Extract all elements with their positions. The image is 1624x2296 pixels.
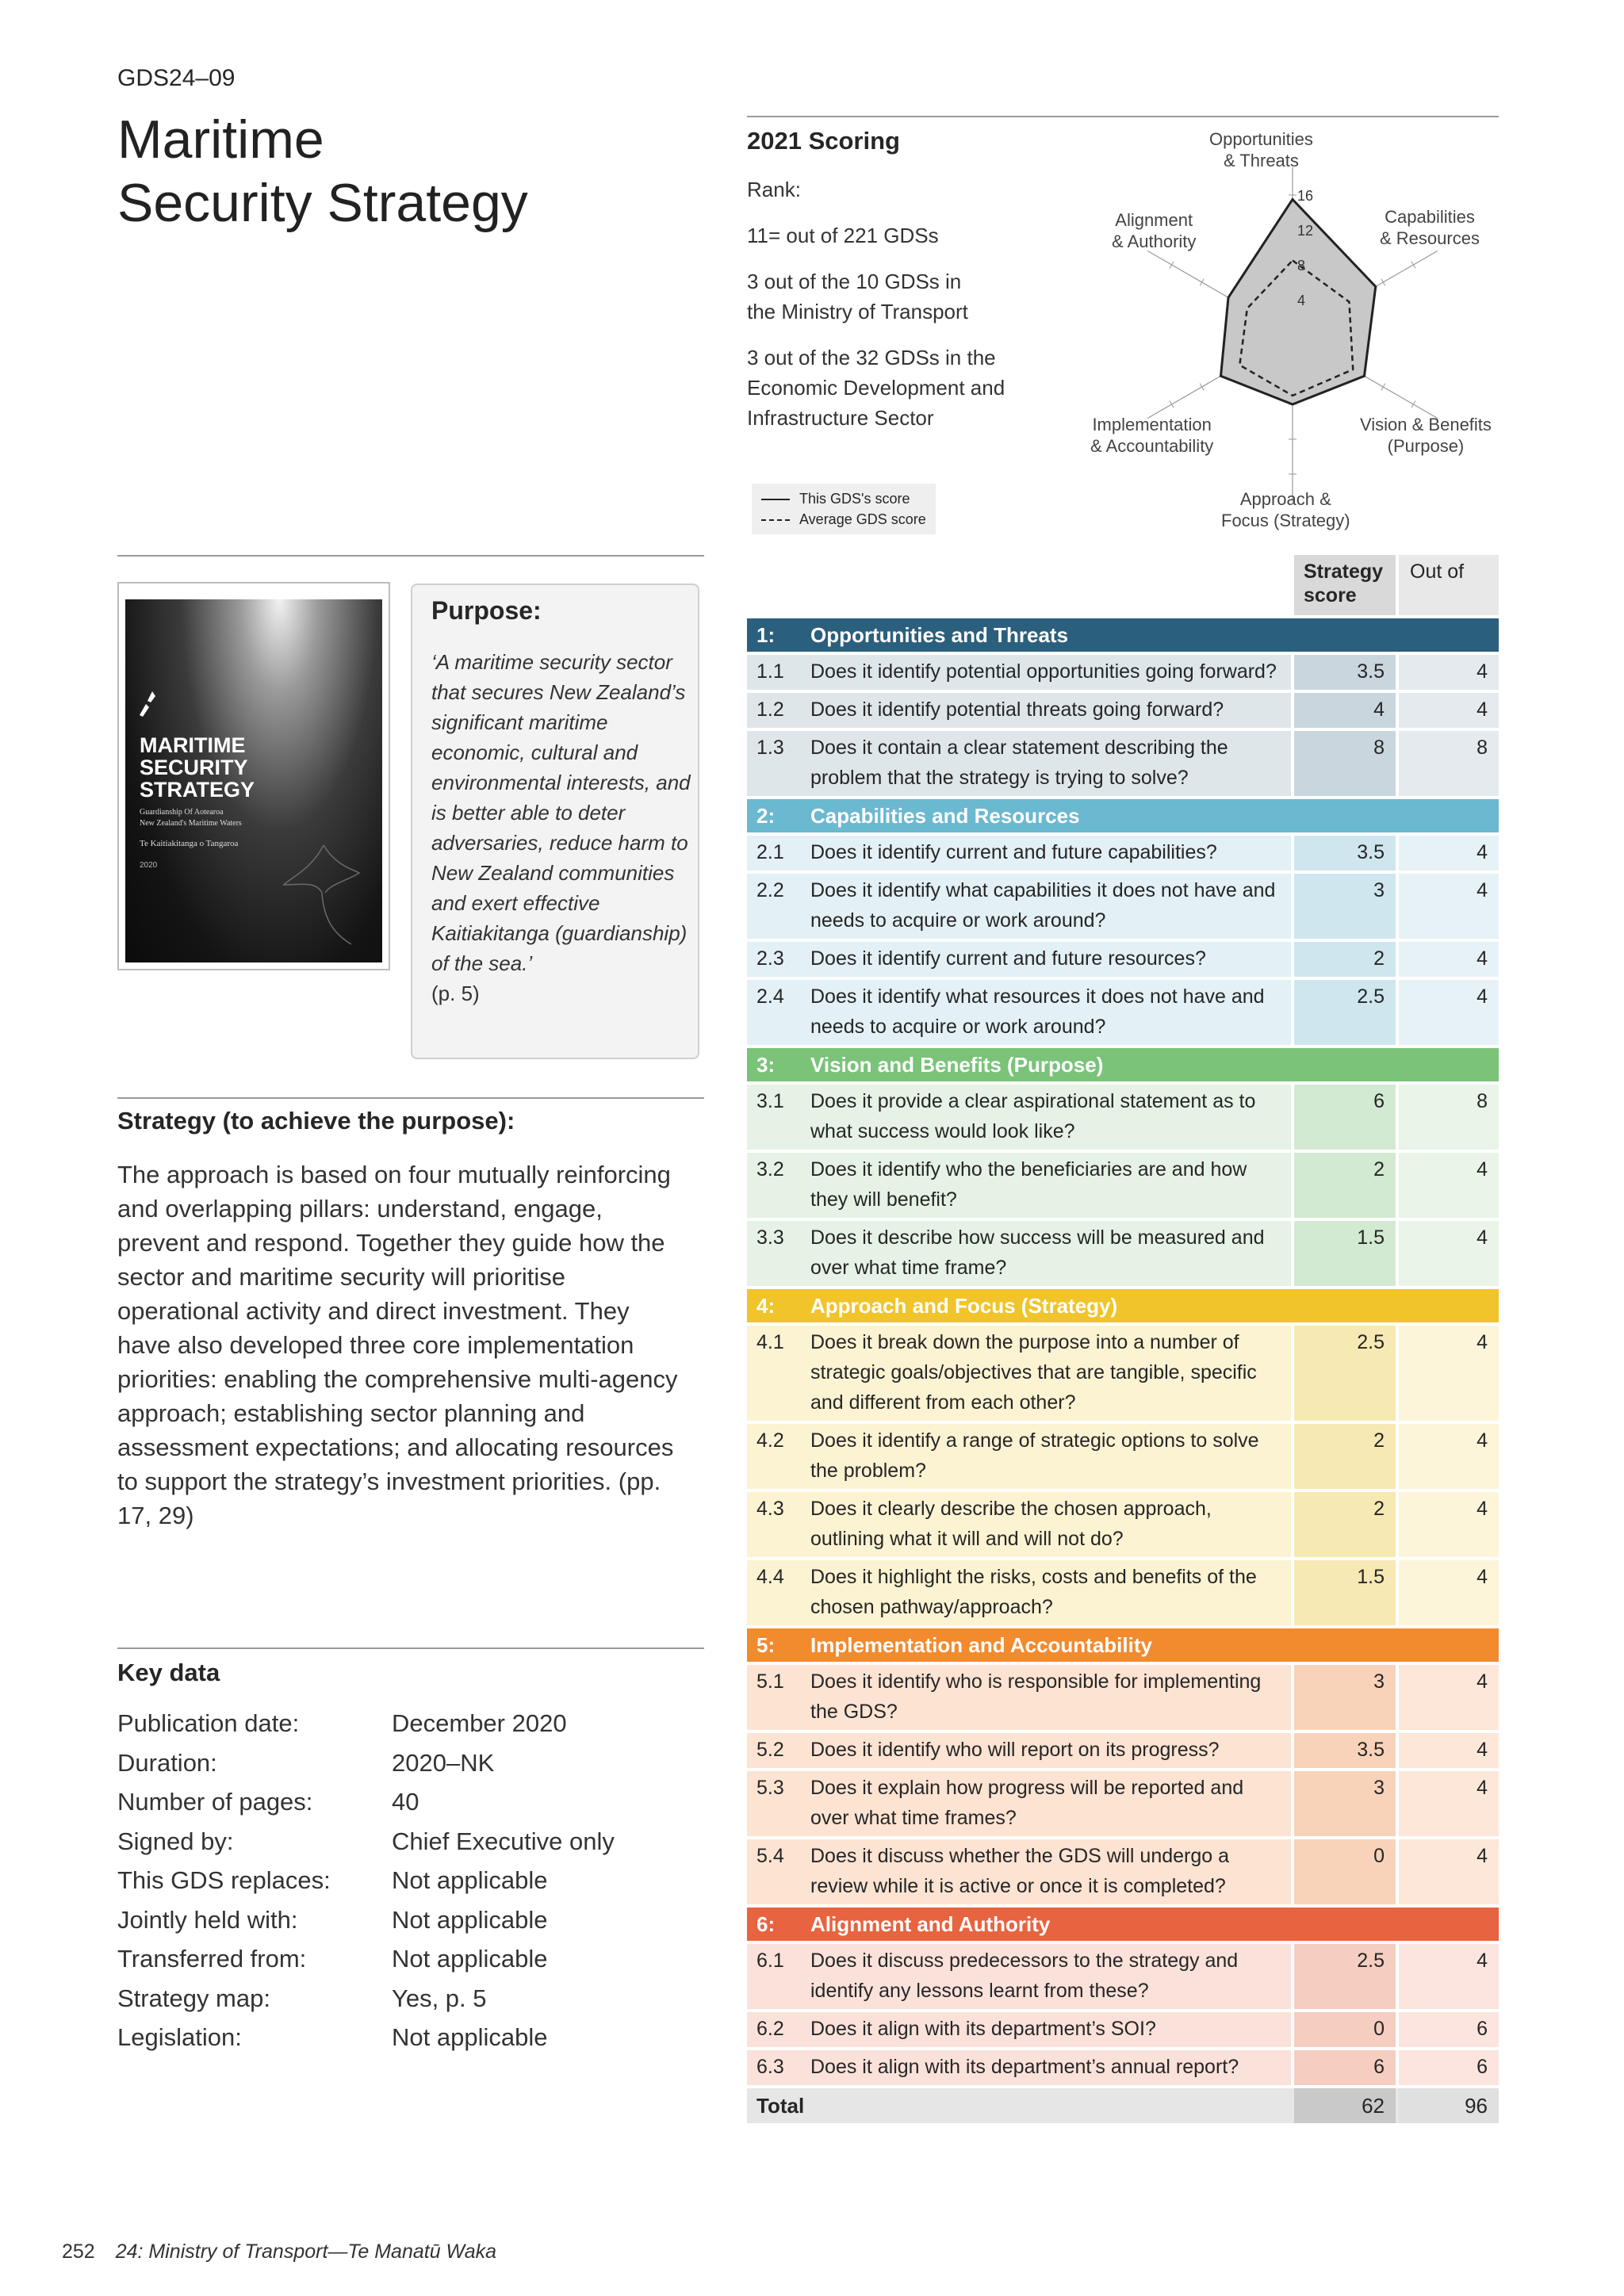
- table-row: [747, 655, 1499, 690]
- table-row: [747, 874, 1499, 939]
- strategy-score-cell: 1.5: [1294, 1560, 1396, 1625]
- criterion-question: Does it identify what resources it does not have and needs to acquire or work around?: [810, 985, 1265, 1038]
- table-row: [747, 942, 1499, 977]
- purpose-box: [411, 584, 699, 1059]
- strategy-heading: Strategy (to achieve the purpose):: [117, 1107, 515, 1135]
- out-of-cell: 4: [1399, 1326, 1499, 1421]
- out-of-cell: 4: [1399, 1839, 1499, 1904]
- table-row: [747, 1733, 1499, 1768]
- criterion-number: 3.3: [756, 1226, 784, 1249]
- out-of-cell: 4: [1399, 1221, 1499, 1286]
- document-cover-image: [117, 582, 390, 970]
- key-data-value: Not applicable: [392, 2023, 548, 2051]
- table-row: [747, 1153, 1499, 1218]
- radar-tick-label: 12: [1297, 223, 1314, 239]
- section-number: 4:: [756, 1294, 776, 1318]
- strategy-score-cell: 4: [1294, 693, 1396, 728]
- scoring-divider: [747, 116, 1499, 117]
- cover-maori-title: Te Kaitiakitanga o Tangaroa: [140, 839, 239, 848]
- left-divider-2: [117, 1097, 704, 1099]
- table-row: [747, 2050, 1499, 2085]
- table-row: [747, 1221, 1499, 1286]
- criterion-number: 6.1: [756, 1950, 784, 1972]
- strategy-score-cell: 2: [1294, 1424, 1396, 1489]
- table-row: [747, 1560, 1499, 1625]
- out-of-cell: 4: [1399, 1944, 1499, 2009]
- criterion-question: Does it explain how progress will be reported and over what time frames?: [810, 1777, 1244, 1829]
- table-body: [747, 618, 1499, 2085]
- criterion-question: Does it contain a clear statement describing the problem that the strategy is trying to solve?: [810, 737, 1228, 789]
- axis-label-opportunities: Opportunities & Threats: [1209, 129, 1313, 170]
- page-title: [117, 108, 528, 235]
- legend-this-score: This GDS's score: [761, 488, 926, 509]
- criterion-question: Does it identify current and future resources?: [810, 947, 1206, 970]
- criterion-cell: [747, 1085, 1291, 1150]
- total-score: 62: [1294, 2088, 1396, 2123]
- criterion-number: 6.3: [756, 2056, 784, 2078]
- scoring-heading: 2021 Scoring: [747, 127, 900, 155]
- nz-map-icon: [136, 690, 160, 721]
- criterion-question: Does it identify who the beneficiaries are and how they will benefit?: [810, 1158, 1247, 1211]
- strategy-score-cell: 3.5: [1294, 1733, 1396, 1768]
- left-divider-3: [117, 1647, 704, 1649]
- criterion-number: 3.2: [756, 1158, 784, 1181]
- key-data-value: December 2020: [392, 1709, 567, 1737]
- key-data-label: Publication date:: [117, 1709, 300, 1737]
- header-strategy-score: Strategy score: [1294, 555, 1396, 615]
- radar-tick-mark: [1200, 384, 1204, 391]
- criterion-cell: [747, 655, 1291, 690]
- page-footer: [62, 2241, 496, 2263]
- axis-label-vision: Vision & Benefits (Purpose): [1360, 415, 1492, 456]
- rank-label: Rank:: [747, 178, 801, 201]
- out-of-cell: 4: [1399, 1492, 1499, 1557]
- key-data-label: Duration:: [117, 1748, 217, 1777]
- section-title: Capabilities and Resources: [810, 804, 1080, 828]
- criterion-number: 1.3: [756, 737, 784, 759]
- key-data-value: Not applicable: [392, 1905, 548, 1934]
- radar-svg: [1055, 119, 1499, 547]
- out-of-cell: 8: [1399, 1085, 1499, 1150]
- radar-tick-mark: [1170, 401, 1174, 408]
- total-out-of: 96: [1399, 2088, 1499, 2123]
- criterion-question: Does it identify current and future capabilities?: [810, 841, 1217, 863]
- axis-label-implementation: Implementation & Accountability: [1090, 415, 1214, 456]
- ministry-rank: 3 out of the 10 GDSs in the Ministry of Transport: [747, 270, 968, 323]
- table-row: [747, 1944, 1499, 2009]
- criterion-cell: [747, 836, 1291, 871]
- key-data-value: Chief Executive only: [392, 1827, 615, 1855]
- cover-title: MARITIME SECURITY STRATEGY: [140, 733, 255, 802]
- criterion-number: 4.3: [756, 1498, 784, 1520]
- criterion-cell: [747, 1221, 1291, 1286]
- out-of-cell: 4: [1399, 655, 1499, 690]
- table-row: [747, 836, 1499, 871]
- criterion-question: Does it identify what capabilities it does not have and needs to acquire or work around?: [810, 879, 1276, 932]
- criterion-question: Does it break down the purpose into a number of strategic goals/objectives that are tangible, specific and different from each other?: [810, 1331, 1257, 1414]
- out-of-cell: 4: [1399, 1733, 1499, 1768]
- criterion-question: Does it identify who will report on its progress?: [810, 1739, 1220, 1761]
- strategy-score-cell: 0: [1294, 2012, 1396, 2047]
- section-number: 6:: [756, 1912, 776, 1936]
- strategy-score-cell: 2: [1294, 1492, 1396, 1557]
- out-of-cell: 4: [1399, 874, 1499, 939]
- strategy-score-cell: 2: [1294, 1153, 1396, 1218]
- table-row: [747, 731, 1499, 796]
- criterion-question: Does it align with its department’s SOI?: [810, 2018, 1156, 2040]
- criterion-cell: [747, 1665, 1291, 1730]
- criterion-question: Does it discuss predecessors to the strategy and identify any lessons learnt from these?: [810, 1950, 1239, 2002]
- criterion-question: Does it identify who is responsible for implementing the GDS?: [810, 1670, 1262, 1723]
- strategy-score-cell: 3: [1294, 1771, 1396, 1836]
- key-data-label: Strategy map:: [117, 1984, 270, 2012]
- table-row: [747, 1665, 1499, 1730]
- title-line-1: Maritime: [117, 109, 324, 170]
- title-line-2: Security Strategy: [117, 173, 528, 233]
- radar-tick-label: 4: [1297, 293, 1306, 308]
- criterion-cell: [747, 2050, 1291, 2085]
- total-label: Total: [756, 2094, 805, 2118]
- criterion-cell: [747, 1153, 1291, 1218]
- strategy-score-cell: 8: [1294, 731, 1396, 796]
- criterion-cell: [747, 731, 1291, 796]
- radar-tick-mark: [1170, 262, 1174, 269]
- table-row: [747, 1839, 1499, 1904]
- chapter-title: 24: Ministry of Transport—Te Manatū Waka: [115, 2241, 497, 2263]
- criterion-question: Does it clearly describe the chosen approach, outlining what it will and will not do?: [810, 1498, 1212, 1550]
- strategy-score-cell: 3.5: [1294, 836, 1396, 871]
- section-header: [747, 1289, 1499, 1322]
- key-data-label: Legislation:: [117, 2023, 242, 2051]
- legend-average-score: Average GDS score: [761, 509, 926, 530]
- sector-rank: 3 out of the 32 GDSs in the Economic Development and Infrastructure Sector: [747, 346, 1005, 430]
- criterion-number: 2.1: [756, 841, 784, 863]
- out-of-cell: 4: [1399, 836, 1499, 871]
- criterion-number: 3.1: [756, 1090, 784, 1112]
- radar-tick-mark: [1381, 279, 1385, 286]
- criterion-question: Does it discuss whether the GDS will undergo a review while it is active or once it is completed?: [810, 1845, 1230, 1897]
- strategy-body: The approach is based on four mutually reinforcing and overlapping pillars: understand, engage, prevent and respond. Together they guide how the sector and maritime security will prioritise operational activity and direct investment. They have also developed three core implementation priorities: enabling the comprehensive multi-agency approach; establishing sector planning and assessment expectations; and allocating resources to support the strategy’s investment priorities. (pp. 17, 29): [117, 1161, 678, 1529]
- out-of-cell: 4: [1399, 1560, 1499, 1625]
- page-number: 252: [62, 2241, 95, 2263]
- strategy-score-cell: 6: [1294, 2050, 1396, 2085]
- criterion-number: 1.2: [756, 698, 784, 721]
- criterion-cell: [747, 1424, 1291, 1489]
- radar-tick-mark: [1200, 279, 1204, 286]
- out-of-cell: 6: [1399, 2050, 1499, 2085]
- out-of-cell: 4: [1399, 1153, 1499, 1218]
- score-table: [747, 555, 1499, 2123]
- key-data-label: This GDS replaces:: [117, 1866, 331, 1894]
- out-of-cell: 4: [1399, 980, 1499, 1045]
- section-header: [747, 1908, 1499, 1941]
- criterion-number: 5.2: [756, 1739, 784, 1761]
- axis-label-alignment: Alignment & Authority: [1112, 210, 1197, 251]
- section-number: 1:: [756, 623, 776, 647]
- section-header: [747, 618, 1499, 652]
- purpose-heading: Purpose:: [431, 596, 542, 625]
- criterion-question: Does it align with its department’s annual report?: [810, 2056, 1239, 2078]
- key-data-value: 2020–NK: [392, 1748, 495, 1777]
- criterion-cell: [747, 1944, 1291, 2009]
- key-data-heading: Key data: [117, 1659, 220, 1686]
- key-data-label: Jointly held with:: [117, 1905, 298, 1934]
- section-header: [747, 1048, 1499, 1081]
- radar-tick-mark: [1411, 262, 1415, 269]
- table-row: [747, 1771, 1499, 1836]
- radar-tick-label: 8: [1297, 258, 1306, 274]
- radar-tick-label: 16: [1297, 188, 1314, 204]
- radar-chart: [1055, 119, 1499, 547]
- key-data-label: Number of pages:: [117, 1788, 313, 1816]
- table-row: [747, 1085, 1499, 1150]
- section-header: [747, 1628, 1499, 1662]
- criterion-question: Does it describe how success will be measured and over what time frame?: [810, 1226, 1265, 1279]
- out-of-cell: 4: [1399, 1665, 1499, 1730]
- criterion-cell: [747, 1733, 1291, 1768]
- criterion-cell: [747, 1492, 1291, 1557]
- key-data-value: Not applicable: [392, 1945, 548, 1973]
- table-row: [747, 1326, 1499, 1421]
- section-title: Vision and Benefits (Purpose): [810, 1053, 1104, 1077]
- strategy-score-cell: 3: [1294, 1665, 1396, 1730]
- criterion-number: 6.2: [756, 2018, 784, 2040]
- criterion-cell: [747, 1839, 1291, 1904]
- strategy-score-cell: 0: [1294, 1839, 1396, 1904]
- cover-year: 2020: [140, 861, 158, 870]
- out-of-cell: 4: [1399, 942, 1499, 977]
- section-number: 5:: [756, 1633, 776, 1657]
- left-divider-1: [117, 555, 704, 557]
- strategy-score-cell: 2.5: [1294, 980, 1396, 1045]
- rank-value: 11= out of 221 GDSs: [747, 224, 939, 247]
- table-row: [747, 2012, 1499, 2047]
- axis-label-capabilities: Capabilities & Resources: [1380, 207, 1480, 248]
- strategy-score-cell: 1.5: [1294, 1221, 1396, 1286]
- criterion-cell: [747, 980, 1291, 1045]
- criterion-cell: [747, 693, 1291, 728]
- criterion-number: 2.3: [756, 947, 784, 970]
- strategy-score-cell: 2: [1294, 942, 1396, 977]
- key-data-label: Transferred from:: [117, 1945, 307, 1973]
- chart-legend: [752, 484, 936, 534]
- criterion-question: Does it identify potential threats going forward?: [810, 698, 1224, 721]
- criterion-cell: [747, 874, 1291, 939]
- section-header: [747, 799, 1499, 832]
- whale-tail-icon: [276, 837, 363, 948]
- cover-photo: [125, 599, 382, 962]
- out-of-cell: 8: [1399, 731, 1499, 796]
- section-title: Opportunities and Threats: [810, 623, 1069, 647]
- table-row: [747, 980, 1499, 1045]
- criterion-number: 4.2: [756, 1429, 784, 1452]
- criterion-question: Does it highlight the risks, costs and benefits of the chosen pathway/approach?: [810, 1566, 1257, 1618]
- criterion-cell: [747, 1326, 1291, 1421]
- out-of-cell: 4: [1399, 693, 1499, 728]
- section-title: Approach and Focus (Strategy): [810, 1294, 1118, 1318]
- purpose-page-ref: (p. 5): [431, 982, 480, 1005]
- criterion-number: 2.2: [756, 879, 784, 901]
- criterion-number: 5.3: [756, 1777, 784, 1799]
- table-total-row: [747, 2088, 1499, 2123]
- table-row: [747, 693, 1499, 728]
- header-out-of: Out of: [1399, 555, 1499, 615]
- criterion-question: Does it identify a range of strategic options to solve the problem?: [810, 1429, 1259, 1482]
- criterion-number: 1.1: [756, 660, 784, 683]
- cover-subtitle: Guardianship Of Aotearoa New Zealand's Maritime Waters: [140, 808, 242, 828]
- criterion-cell: [747, 1771, 1291, 1836]
- criterion-cell: [747, 942, 1291, 977]
- out-of-cell: 4: [1399, 1771, 1499, 1836]
- key-data-value: Not applicable: [392, 1866, 548, 1894]
- strategy-score-cell: 6: [1294, 1085, 1396, 1150]
- table-header: [747, 555, 1499, 615]
- purpose-quote: ‘A maritime security sector that secures New Zealand’s significant maritime economic, cultural and environmental interests, and is better able to deter adversaries, reduce harm to New Zealand communities and exert effective Kaitiakitanga (guardianship) of the sea.’ (p. 5): [431, 650, 691, 1005]
- strategy-score-cell: 3.5: [1294, 655, 1396, 690]
- section-number: 2:: [756, 804, 776, 828]
- criterion-cell: [747, 2012, 1291, 2047]
- radar-tick-mark: [1381, 384, 1385, 391]
- criterion-question: Does it provide a clear aspirational statement as to what success would look like?: [810, 1090, 1256, 1142]
- out-of-cell: 6: [1399, 2012, 1499, 2047]
- section-number: 3:: [756, 1053, 776, 1077]
- criterion-number: 4.4: [756, 1566, 784, 1588]
- criterion-cell: [747, 1560, 1291, 1625]
- criterion-number: 5.1: [756, 1670, 784, 1693]
- section-title: Implementation and Accountability: [810, 1633, 1152, 1657]
- section-title: Alignment and Authority: [810, 1912, 1051, 1936]
- criterion-question: Does it identify potential opportunities going forward?: [810, 660, 1277, 683]
- key-data-value: 40: [392, 1788, 419, 1816]
- criterion-number: 5.4: [756, 1845, 784, 1867]
- strategy-score-cell: 3: [1294, 874, 1396, 939]
- axis-label-approach: Approach & Focus (Strategy): [1221, 489, 1350, 530]
- out-of-cell: 4: [1399, 1424, 1499, 1489]
- key-data-label: Signed by:: [117, 1827, 234, 1855]
- table-row: [747, 1424, 1499, 1489]
- strategy-score-cell: 2.5: [1294, 1944, 1396, 2009]
- radar-tick-mark: [1411, 401, 1415, 408]
- strategy-score-cell: 2.5: [1294, 1326, 1396, 1421]
- criterion-number: 4.1: [756, 1331, 784, 1353]
- key-data-value: Yes, p. 5: [392, 1984, 487, 2012]
- criterion-number: 2.4: [756, 985, 784, 1008]
- table-row: [747, 1492, 1499, 1557]
- document-code: GDS24–09: [117, 65, 236, 91]
